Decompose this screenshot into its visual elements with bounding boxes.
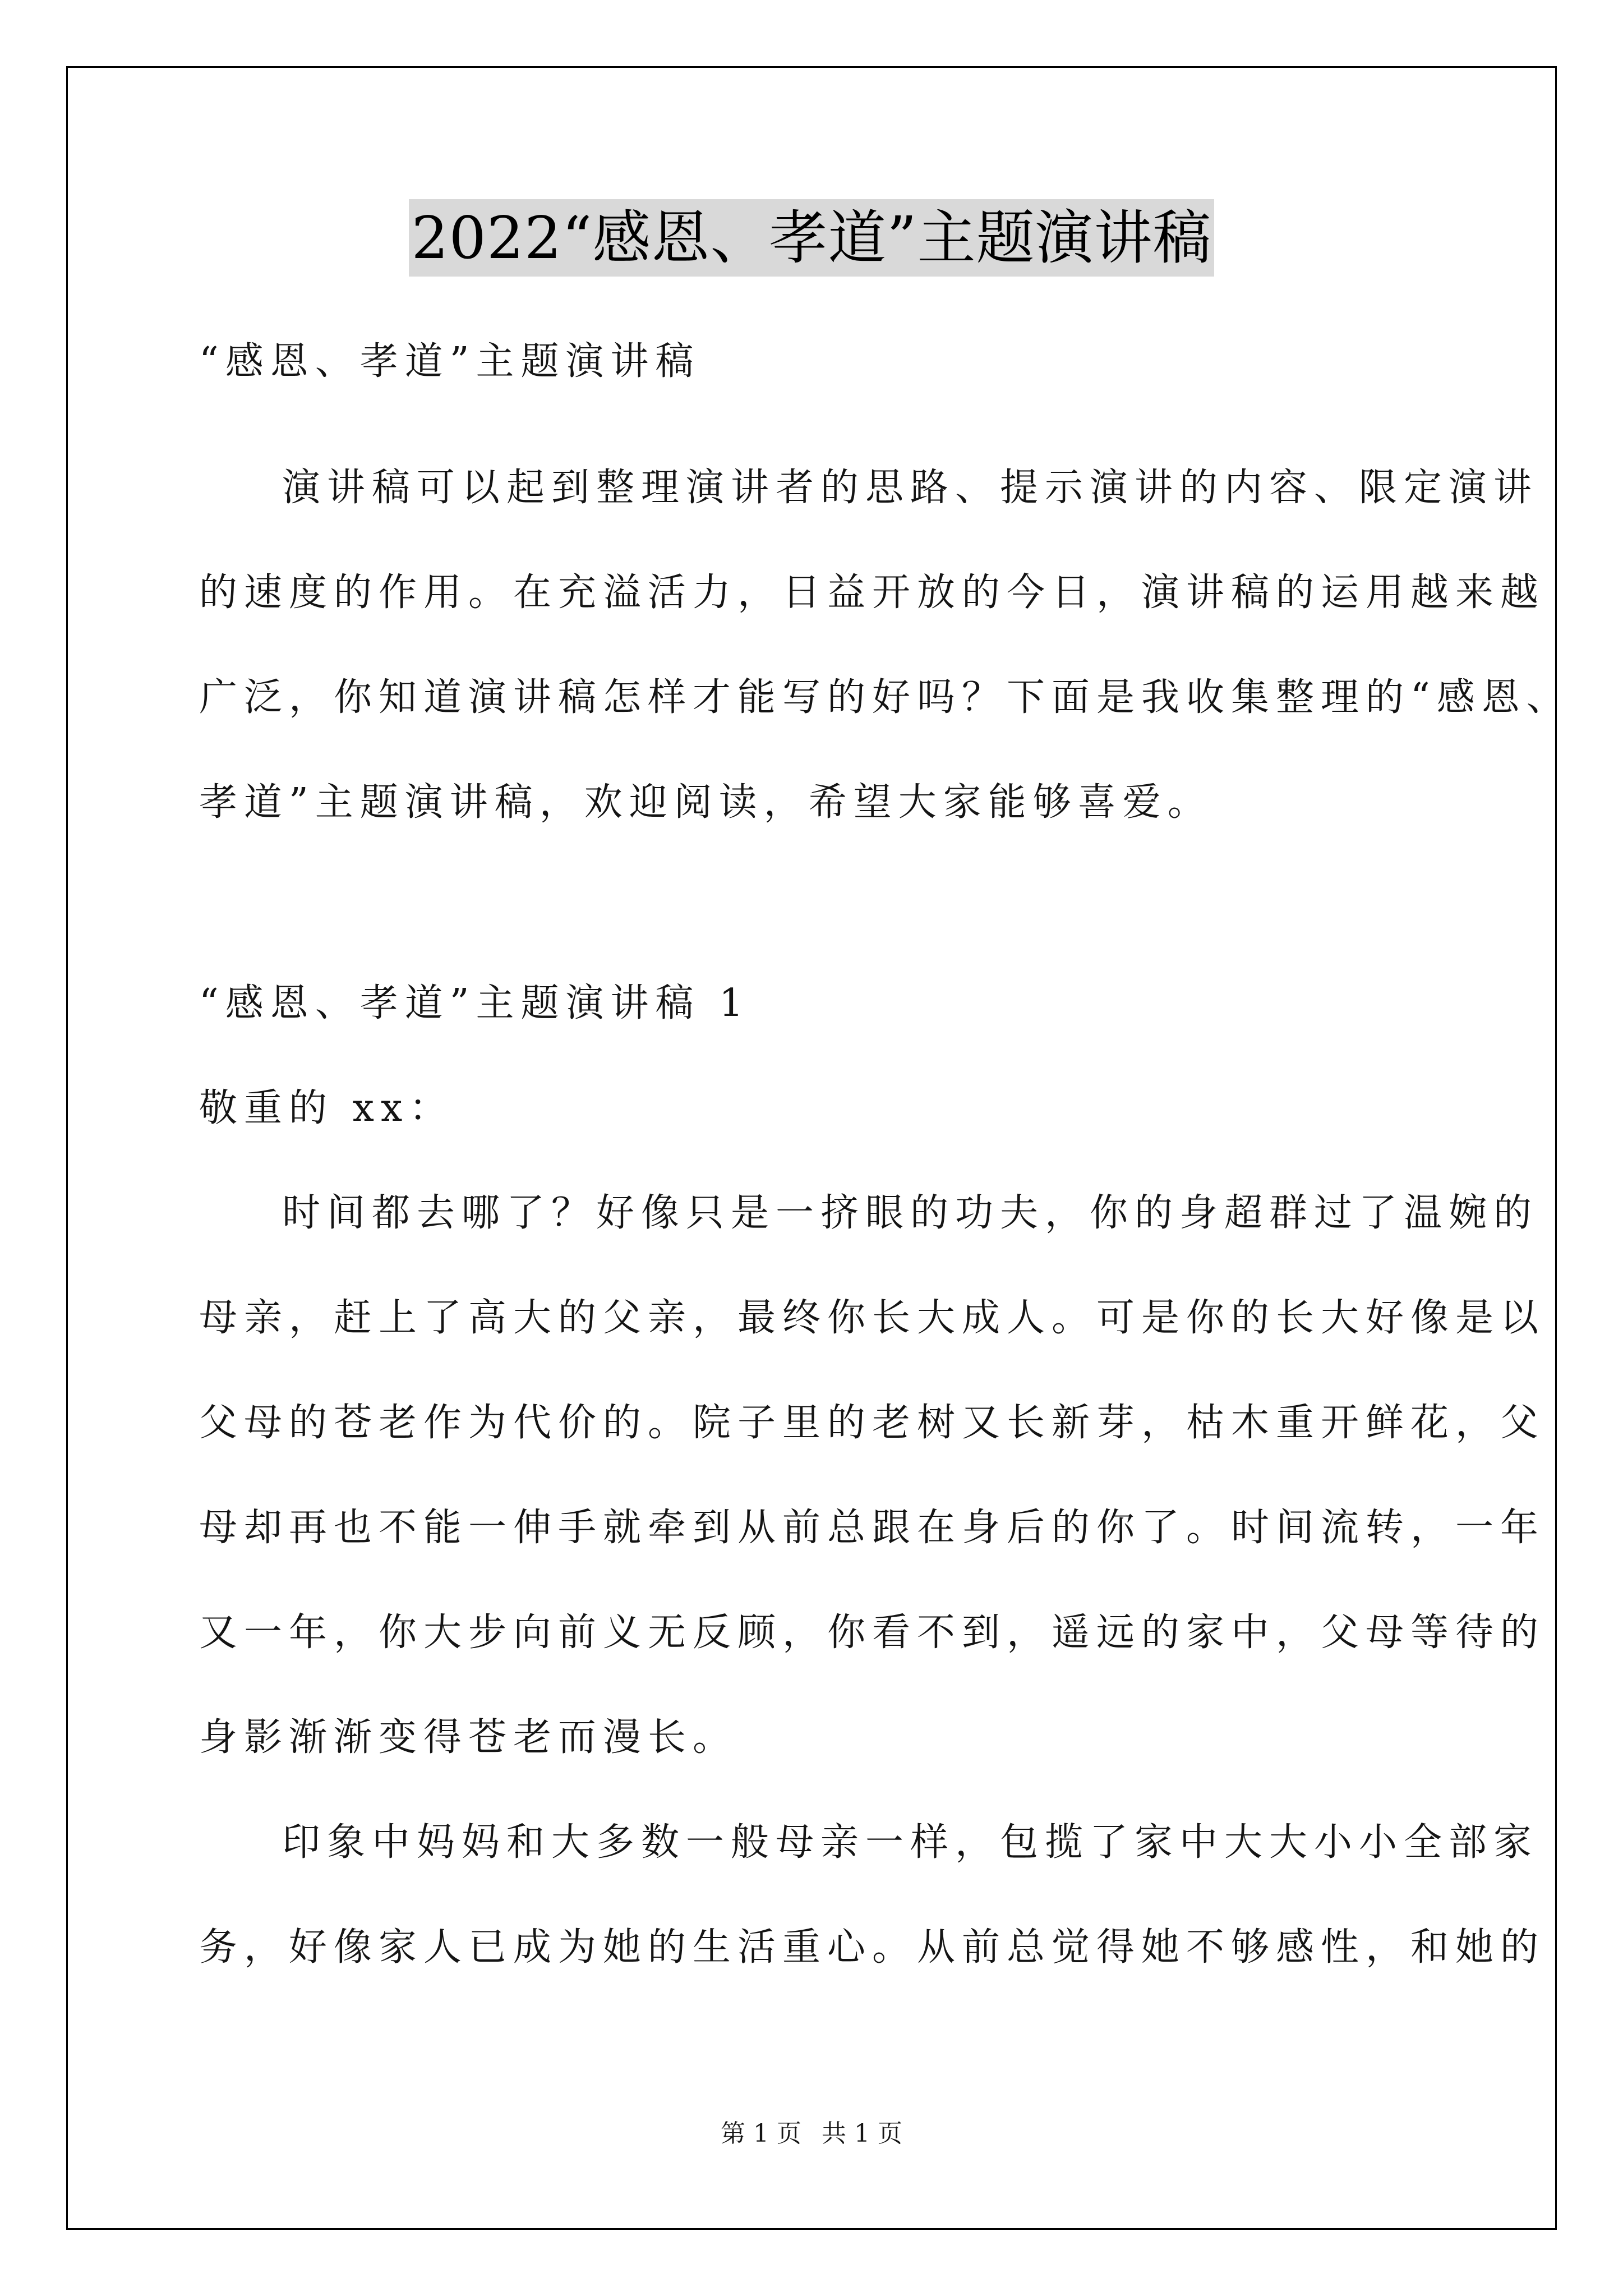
paragraph-line: 时间都去哪了？好像只是一挤眼的功夫，你的身超群过了温婉的 <box>282 1191 1539 1235</box>
paragraph-line: 父母的苍老作为代价的。院子里的老树又长新芽，枯木重开鲜花，父 <box>199 1401 1546 1445</box>
intro-line: 演讲稿可以起到整理演讲者的思路、提示演讲的内容、限定演讲 <box>282 466 1539 510</box>
page-footer <box>0 2117 1623 2151</box>
document-title: 2022“感恩、孝道”主题演讲稿 <box>409 199 1214 277</box>
subtitle: “感恩、孝道”主题演讲稿 <box>199 339 700 384</box>
page-number-total: 共 1 页 <box>822 2119 902 2148</box>
paragraph-line: 身影渐渐变得苍老而漫长。 <box>199 1715 738 1760</box>
paragraph-line: 又一年，你大步向前义无反顾，你看不到，遥远的家中，父母等待的 <box>199 1611 1546 1655</box>
page-number-current: 第 1 页 <box>721 2119 801 2148</box>
salutation: 敬重的 xx： <box>199 1086 454 1130</box>
title-container <box>0 199 1623 277</box>
intro-line: 广泛，你知道演讲稿怎样才能写的好吗？下面是我收集整理的“感恩、 <box>199 675 1571 720</box>
paragraph-line: 母亲，赶上了高大的父亲，最终你长大成人。可是你的长大好像是以 <box>199 1296 1546 1340</box>
paragraph-line: 印象中妈妈和大多数一般母亲一样，包揽了家中大大小小全部家 <box>282 1820 1539 1865</box>
intro-line: 的速度的作用。在充溢活力，日益开放的今日，演讲稿的运用越来越 <box>199 570 1546 615</box>
paragraph-line: 母却再也不能一伸手就牵到从前总跟在身后的你了。时间流转，一年 <box>199 1506 1546 1550</box>
section-heading: “感恩、孝道”主题演讲稿 1 <box>199 981 750 1025</box>
intro-line: 孝道”主题演讲稿，欢迎阅读，希望大家能够喜爱。 <box>199 780 1212 825</box>
paragraph-line: 务，好像家人已成为她的生活重心。从前总觉得她不够感性，和她的 <box>199 1925 1546 1970</box>
page-border <box>66 66 1557 2230</box>
